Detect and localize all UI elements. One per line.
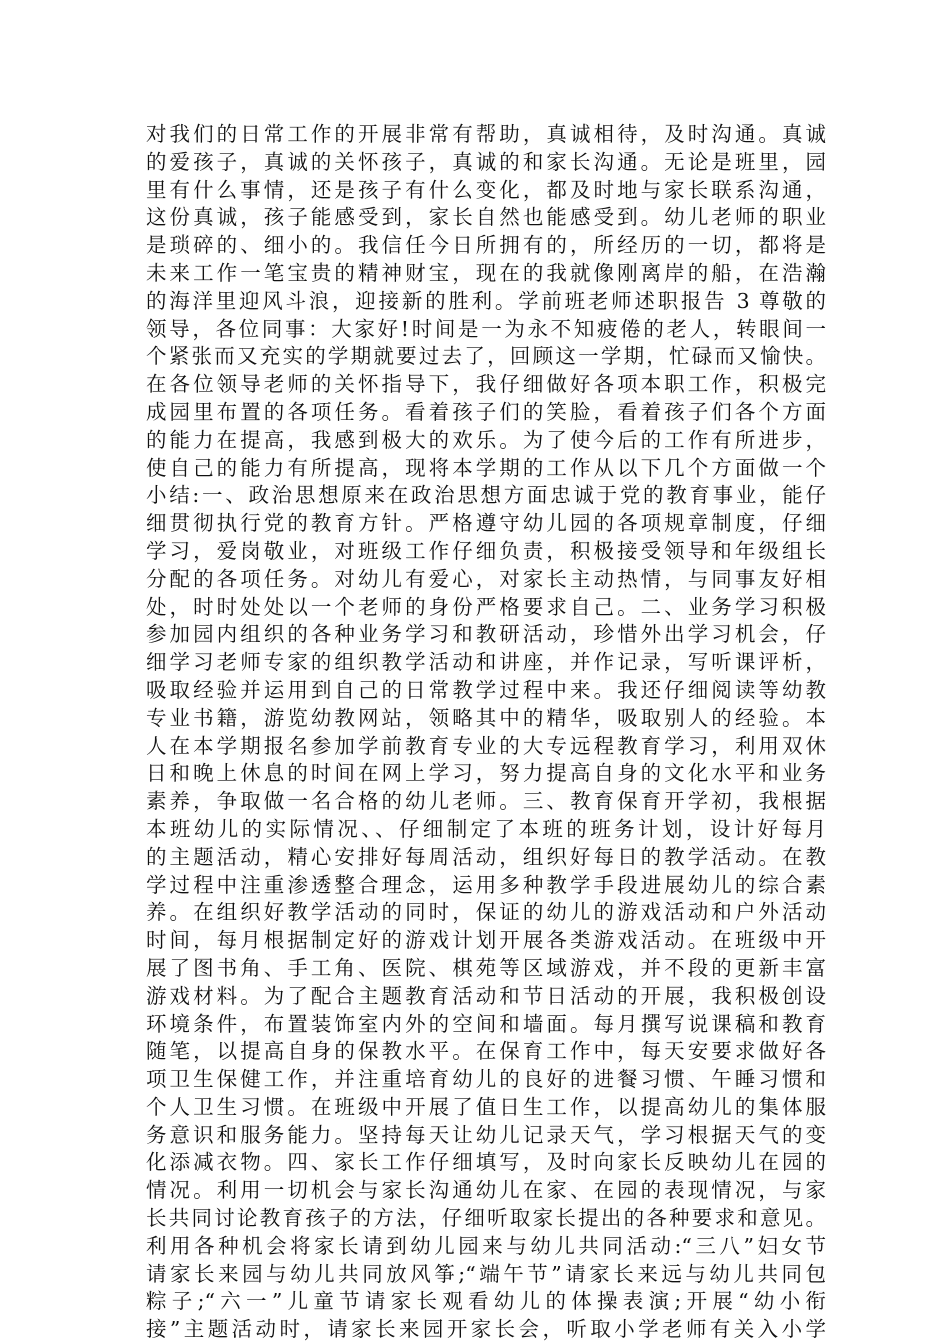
text-line: 个紧张而又充实的学期就要过去了，回顾这一学期，忙碌而又愉快。 bbox=[146, 344, 826, 369]
text-line: 展了图书角、手工角、医院、棋苑等区域游戏，并不段的更新丰富 bbox=[146, 955, 826, 980]
text-line: 吸取经验并运用到自己的日常教学过程中来。我还仔细阅读等幼教 bbox=[146, 677, 826, 702]
text-line: 未来工作一笔宝贵的精神财宝，现在的我就像刚离岸的船，在浩瀚 bbox=[146, 260, 826, 285]
text-line: 化添减衣物。四、家长工作仔细填写，及时向家长反映幼儿在园的 bbox=[146, 1150, 826, 1175]
text-line: 环境条件，布置装饰室内外的空间和墙面。每月撰写说课稿和教育 bbox=[146, 1011, 826, 1036]
text-line: 接”主题活动时，请家长来园开家长会，听取小学老师有关入小学 bbox=[146, 1317, 826, 1342]
text-line: 的主题活动，精心安排好每周活动，组织好每日的教学活动。在教 bbox=[146, 844, 826, 869]
text-line: 日和晚上休息的时间在网上学习，努力提高自身的文化水平和业务 bbox=[146, 761, 826, 786]
text-line: 长共同讨论教育孩子的方法，仔细听取家长提出的各种要求和意见。 bbox=[146, 1206, 826, 1231]
text-line: 学习，爱岗敬业，对班级工作仔细负责，积极接受领导和年级组长 bbox=[146, 538, 826, 563]
text-line: 小结:一、政治思想原来在政治思想方面忠诚于党的教育事业，能仔 bbox=[146, 483, 826, 508]
text-line: 的海洋里迎风斗浪，迎接新的胜利。学前班老师述职报告 3 尊敬的 bbox=[146, 288, 826, 313]
text-line: 请家长来园与幼儿共同放风筝;“端午节”请家长来远与幼儿共同包 bbox=[146, 1261, 826, 1286]
text-line: 的爱孩子，真诚的关怀孩子，真诚的和家长沟通。无论是班里，园 bbox=[146, 149, 826, 174]
text-line: 人在本学期报名参加学前教育专业的大专远程教育学习，利用双休 bbox=[146, 733, 826, 758]
text-line: 里有什么事情，还是孩子有什么变化，都及时地与家长联系沟通， bbox=[146, 177, 826, 202]
text-line: 领导，各位同事：大家好!时间是一为永不知疲倦的老人，转眼间一 bbox=[146, 316, 826, 341]
text-line: 游戏材料。为了配合主题教育活动和节日活动的开展，我积极创设 bbox=[146, 983, 826, 1008]
text-line: 在各位领导老师的关怀指导下，我仔细做好各项本职工作，积极完 bbox=[146, 372, 826, 397]
text-line: 粽子;“六一”儿童节请家长观看幼儿的体操表演;开展“幼小衔 bbox=[146, 1289, 826, 1314]
text-line: 利用各种机会将家长请到幼儿园来与幼儿共同活动:“三八”妇女节 bbox=[146, 1233, 826, 1258]
text-line: 专业书籍，游览幼教网站，领略其中的精华，吸取别人的经验。本 bbox=[146, 705, 826, 730]
text-line: 随笔，以提高自身的保教水平。在保育工作中，每天安要求做好各 bbox=[146, 1039, 826, 1064]
text-line: 使自己的能力有所提高，现将本学期的工作从以下几个方面做一个 bbox=[146, 455, 826, 480]
text-line: 素养，争取做一名合格的幼儿老师。三、教育保育开学初，我根据 bbox=[146, 789, 826, 814]
text-line: 务意识和服务能力。坚持每天让幼儿记录天气，学习根据天气的变 bbox=[146, 1122, 826, 1147]
text-line: 是琐碎的、细小的。我信任今日所拥有的，所经历的一切，都将是 bbox=[146, 233, 826, 258]
text-line: 参加园内组织的各种业务学习和教研活动，珍惜外出学习机会，仔 bbox=[146, 622, 826, 647]
text-line: 对我们的日常工作的开展非常有帮助，真诚相待，及时沟通。真诚 bbox=[146, 122, 826, 146]
text-line: 细学习老师专家的组织教学活动和讲座，并作记录，写听课评析， bbox=[146, 650, 826, 675]
text-line: 处，时时处处以一个老师的身份严格要求自己。二、业务学习积极 bbox=[146, 594, 826, 619]
text-line: 分配的各项任务。对幼儿有爱心，对家长主动热情，与同事友好相 bbox=[146, 566, 826, 591]
text-line: 养。在组织好教学活动的同时，保证的幼儿的游戏活动和户外活动 bbox=[146, 900, 826, 925]
text-line: 学过程中注重渗透整合理念，运用多种教学手段进展幼儿的综合素 bbox=[146, 872, 826, 897]
text-line: 情况。利用一切机会与家长沟通幼儿在家、在园的表现情况，与家 bbox=[146, 1178, 826, 1203]
text-line: 成园里布置的各项任务。看着孩子们的笑脸，看着孩子们各个方面 bbox=[146, 399, 826, 424]
text-line: 这份真诚，孩子能感受到，家长自然也能感受到。幼儿老师的职业 bbox=[146, 205, 826, 230]
text-line: 本班幼儿的实际情况、、仔细制定了本班的班务计划，设计好每月 bbox=[146, 816, 826, 841]
text-line: 细贯彻执行党的教育方针。严格遵守幼儿园的各项规章制度，仔细 bbox=[146, 511, 826, 536]
text-line: 的能力在提高，我感到极大的欢乐。为了使今后的工作有所进步， bbox=[146, 427, 826, 452]
body-text bbox=[146, 121, 826, 1344]
text-line: 项卫生保健工作，并注重培育幼儿的良好的进餐习惯、午睡习惯和 bbox=[146, 1067, 826, 1092]
text-line: 时间，每月根据制定好的游戏计划开展各类游戏活动。在班级中开 bbox=[146, 928, 826, 953]
text-line: 个人卫生习惯。在班级中开展了值日生工作，以提高幼儿的集体服 bbox=[146, 1094, 826, 1119]
